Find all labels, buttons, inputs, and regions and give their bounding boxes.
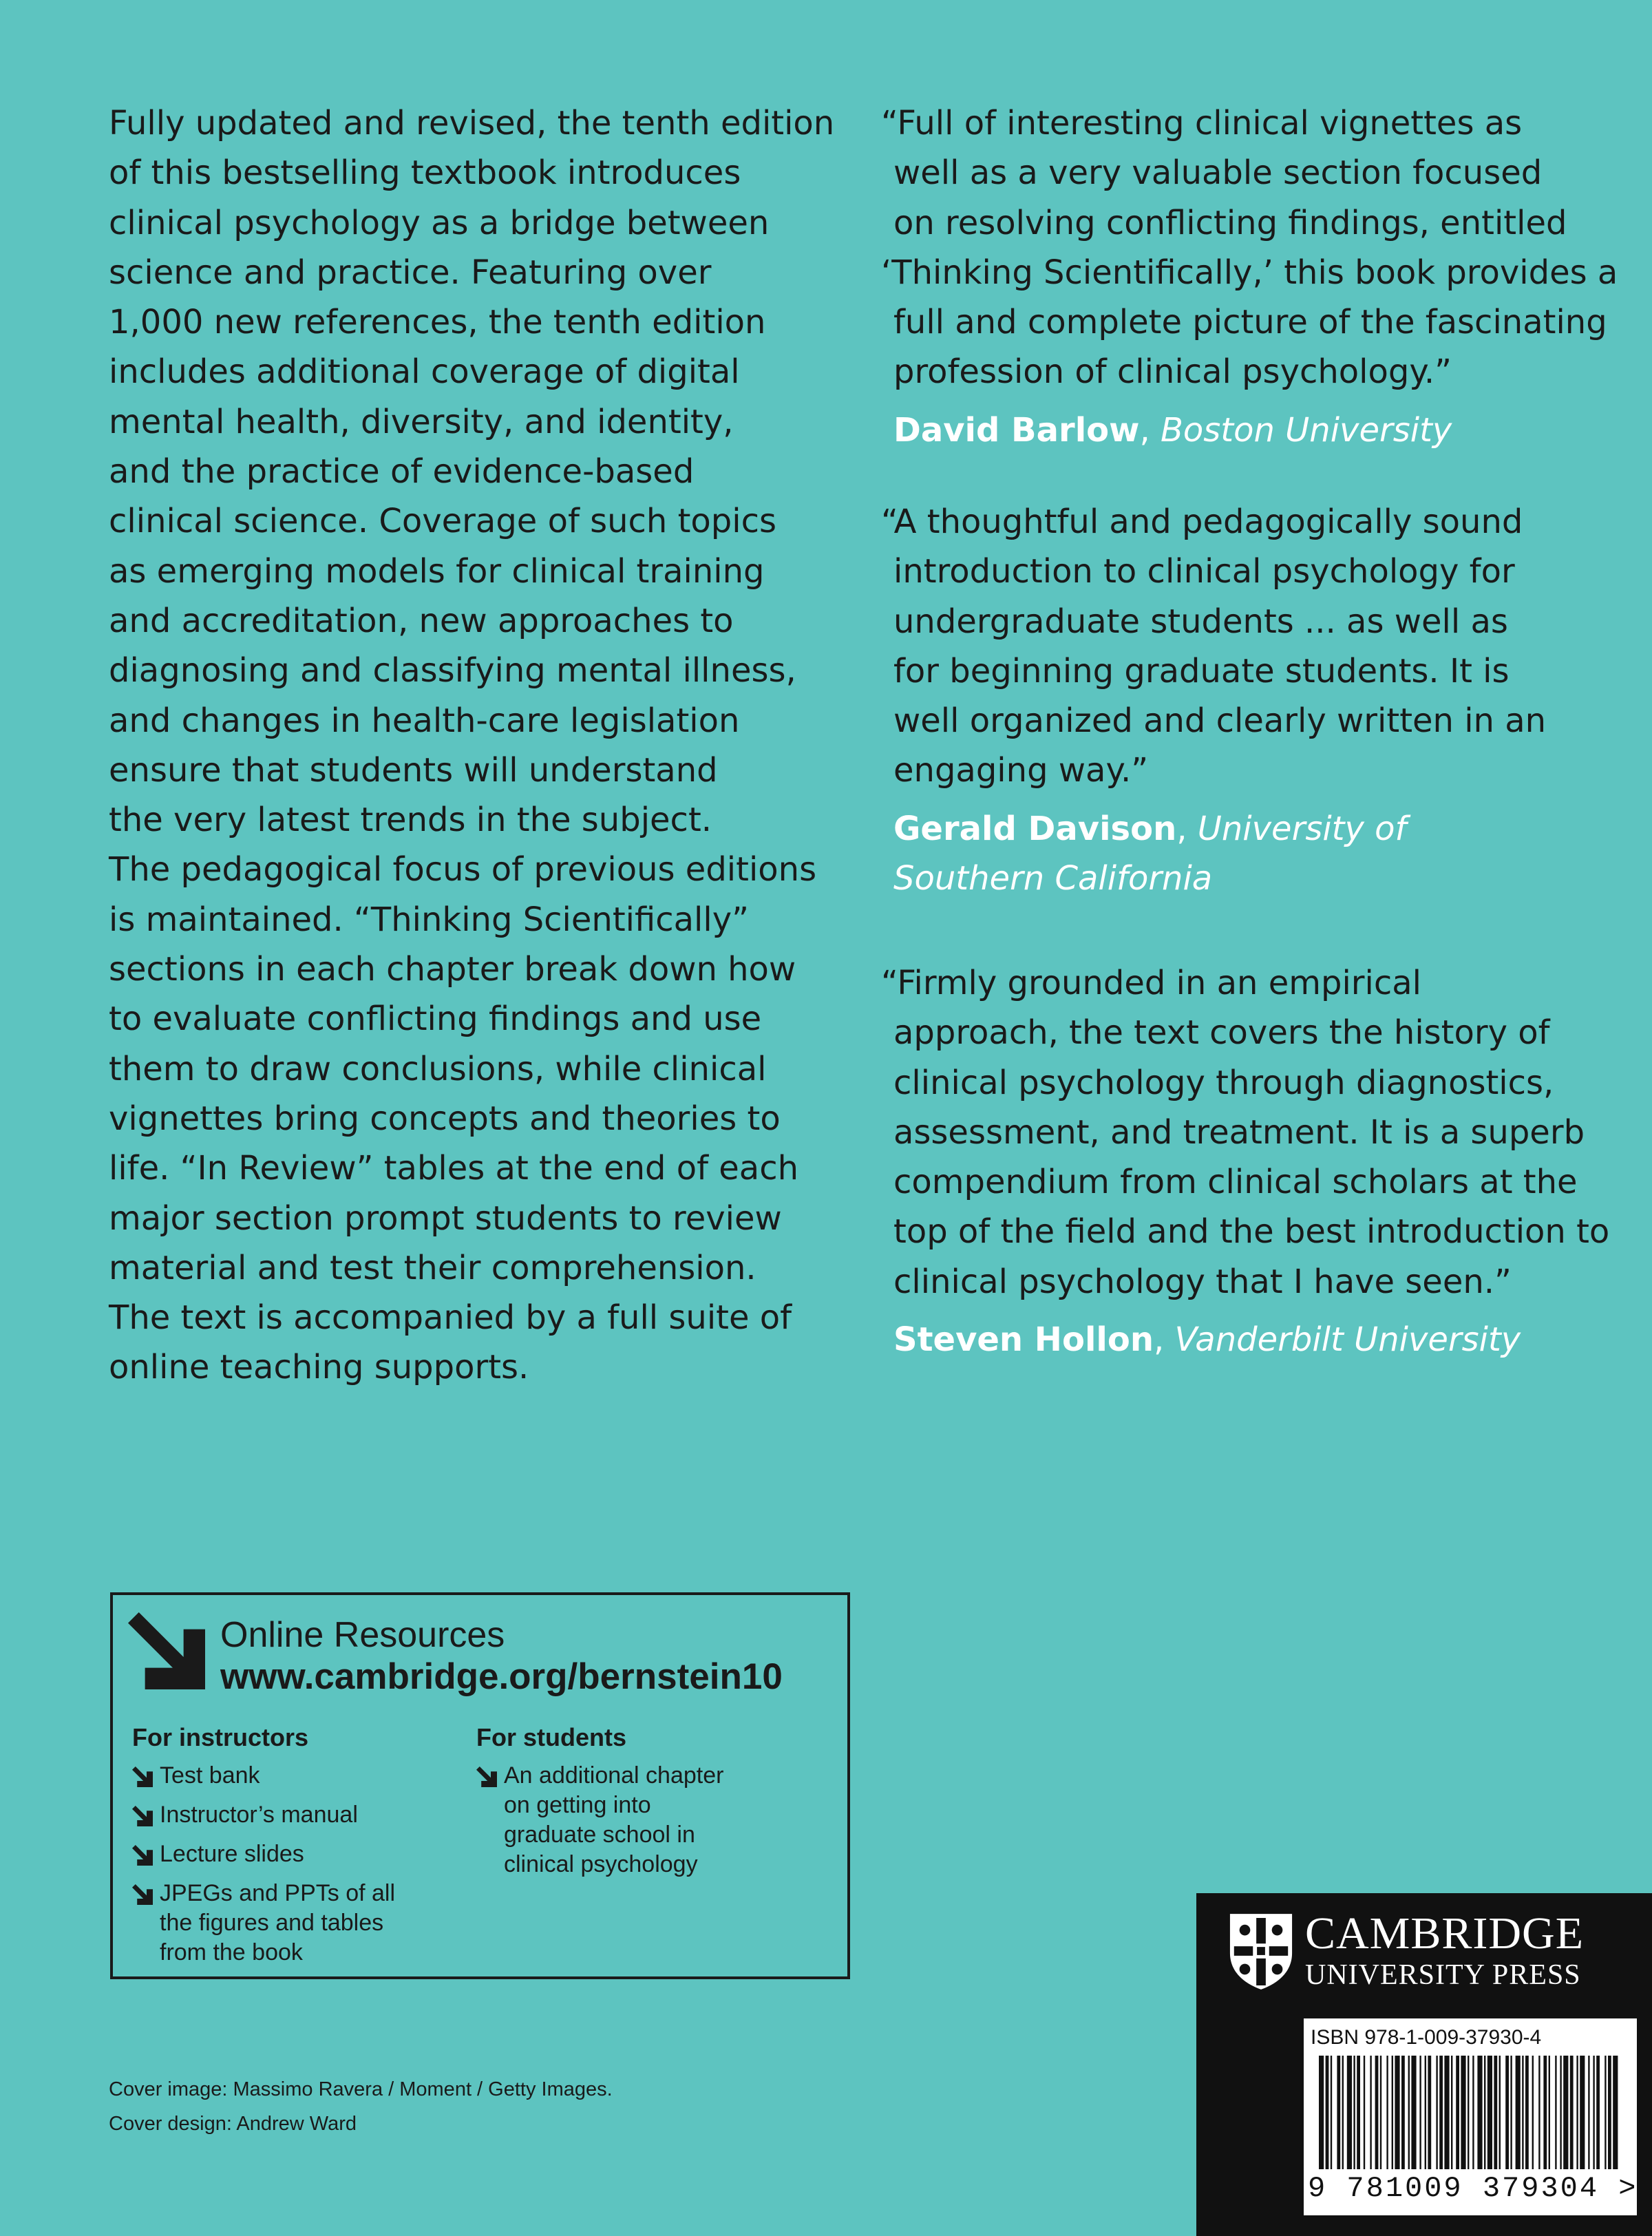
barcode-bar	[1576, 2056, 1578, 2169]
blurb-line: to evaluate conflicting findings and use	[109, 1000, 762, 1039]
barcode-bar	[1468, 2056, 1469, 2169]
quote-line: well as a very valuable section focused	[893, 154, 1543, 193]
quote-line: ‘Thinking Scientifically,’ this book provides a	[881, 253, 1618, 292]
barcode-bar	[1532, 2056, 1534, 2169]
resources-title: Online Resources	[220, 1615, 505, 1655]
barcode-bar	[1395, 2056, 1399, 2169]
quote-line: “Full of interesting clinical vignettes as	[881, 104, 1523, 143]
barcode-bar	[1516, 2056, 1521, 2169]
barcode-bar	[1408, 2056, 1410, 2169]
barcode-bar	[1419, 2056, 1421, 2169]
barcode-bar	[1472, 2056, 1474, 2169]
arrow-down-right-icon	[132, 1806, 153, 1826]
endorser-name: Steven Hollon	[893, 1320, 1154, 1360]
quote-line: on resolving conflicting findings, entitled	[893, 203, 1567, 242]
quote-line: clinical psychology through diagnostics,	[893, 1063, 1554, 1102]
quote-line: clinical psychology that I have seen.”	[893, 1262, 1512, 1301]
list-item: Lecture slides	[132, 1839, 456, 1869]
barcode-bar	[1484, 2056, 1485, 2169]
quote-line: approach, the text covers the history of	[893, 1013, 1550, 1053]
list-item: JPEGs and PPTs of all the figures and tables from the book	[132, 1879, 456, 1968]
quote-attribution: David Barlow, Boston University	[893, 410, 1452, 450]
quote-line: profession of clinical psychology.”	[893, 352, 1452, 392]
endorser-affiliation: Southern California	[893, 859, 1213, 898]
barcode-bar	[1353, 2056, 1355, 2169]
cover-design-credit: Cover design: Andrew Ward	[109, 2113, 357, 2135]
barcode-bar	[1380, 2056, 1381, 2169]
blurb-line: material and test their comprehension.	[109, 1248, 756, 1287]
barcode-bar	[1499, 2056, 1501, 2169]
barcode-bar	[1613, 2056, 1618, 2169]
blurb-line: major section prompt students to review	[109, 1199, 782, 1238]
barcode-bar	[1543, 2056, 1547, 2169]
arrow-down-right-icon	[132, 1766, 153, 1787]
barcode-bar	[1425, 2056, 1426, 2169]
barcode-bar	[1522, 2056, 1523, 2169]
barcode-bar	[1570, 2056, 1574, 2169]
arrow-down-right-icon	[128, 1612, 205, 1689]
blurb-line: and changes in health-care legislation	[109, 701, 740, 740]
barcode-bar	[1364, 2056, 1365, 2169]
barcode-bar	[1461, 2056, 1465, 2169]
barcode-bar	[1357, 2056, 1360, 2169]
blurb-line: sections in each chapter break down how	[109, 950, 796, 989]
quote-attribution: Steven Hollon, Vanderbilt University	[893, 1320, 1521, 1360]
isbn-number: ISBN 978-1-009-37930-4	[1311, 2026, 1542, 2049]
quote-line: for beginning graduate students. It is	[893, 651, 1510, 690]
barcode-bar	[1510, 2056, 1512, 2169]
barcode-bar	[1563, 2056, 1568, 2169]
quote-line: “A thoughtful and pedagogically sound	[881, 503, 1523, 541]
cover-credits	[109, 2072, 613, 2141]
barcode-bar	[1525, 2056, 1529, 2169]
barcode-bar	[1560, 2056, 1561, 2169]
instructors-column	[132, 1721, 456, 1977]
barcode-bar	[1456, 2056, 1459, 2169]
instructors-heading: For instructors	[132, 1723, 309, 1751]
barcode-bar	[1439, 2056, 1443, 2169]
blurb-line: them to draw conclusions, while clinical	[109, 1049, 767, 1088]
barcode-bar	[1411, 2056, 1416, 2169]
blurb-line: science and practice. Featuring over	[109, 253, 712, 292]
endorsement-quote	[881, 497, 1546, 903]
barcode-bar	[1555, 2056, 1556, 2169]
barcode-bar	[1342, 2056, 1344, 2169]
arrow-down-right-icon	[132, 1884, 153, 1905]
barcode-bar	[1451, 2056, 1452, 2169]
isbn-barcode-box	[1304, 2018, 1637, 2215]
barcode-bar	[1605, 2056, 1606, 2169]
blurb-line: online teaching supports.	[109, 1348, 529, 1387]
blurb-line: is maintained. “Thinking Scientifically”	[109, 900, 749, 939]
blurb-line: clinical science. Coverage of such topics	[109, 502, 776, 541]
endorser-affiliation: University of	[1197, 809, 1407, 848]
publisher-panel	[1196, 1893, 1652, 2236]
barcode-bar	[1392, 2056, 1393, 2169]
quote-line: engaging way.”	[893, 751, 1149, 790]
list-item: Instructor’s manual	[132, 1800, 456, 1830]
blurb-line: The text is accompanied by a full suite of	[109, 1298, 792, 1338]
list-item: Test bank	[132, 1761, 456, 1791]
quote-line: full and complete picture of the fascinating	[893, 303, 1607, 342]
barcode-bar	[1477, 2056, 1482, 2169]
barcode-bar	[1370, 2056, 1371, 2169]
quote-line: well organized and clearly written in an	[893, 702, 1547, 741]
barcode-bar	[1588, 2056, 1589, 2169]
blurb-line: diagnosing and classifying mental illness,	[109, 651, 796, 690]
endorsement-quote	[881, 98, 1618, 455]
endorser-affiliation: Vanderbilt University	[1174, 1320, 1521, 1360]
blurb-line: Fully updated and revised, the tenth edition	[109, 104, 835, 143]
endorser-name: Gerald Davison	[893, 809, 1177, 848]
barcode-bar	[1326, 2056, 1329, 2169]
blurb-line: ensure that students will understand	[109, 750, 718, 790]
blurb-line: as emerging models for clinical training	[109, 551, 765, 591]
students-heading: For students	[476, 1723, 627, 1751]
barcode-bar	[1596, 2056, 1600, 2169]
barcode-bar	[1319, 2056, 1324, 2169]
barcode-bar	[1337, 2056, 1340, 2169]
barcode-bar	[1505, 2056, 1509, 2169]
blurb-line: 1,000 new references, the tenth edition	[109, 303, 766, 342]
publisher-name: CAMBRIDGE	[1305, 1908, 1585, 1959]
quote-line: top of the field and the best introduction to	[893, 1212, 1610, 1252]
quote-line: assessment, and treatment. It is a superb	[893, 1112, 1585, 1152]
endorser-name: David Barlow	[893, 410, 1140, 450]
barcode-bar	[1593, 2056, 1594, 2169]
quote-line: undergraduate students ... as well as	[893, 602, 1508, 641]
publisher-subtitle: UNIVERSITY PRESS	[1305, 1959, 1581, 1991]
blurb-line: clinical psychology as a bridge between	[109, 203, 770, 242]
students-column	[476, 1721, 834, 1889]
quote-line: “Firmly grounded in an empirical	[881, 964, 1421, 1002]
arrow-down-right-icon	[476, 1766, 497, 1787]
list-item: An additional chapter on getting into graduate school in clinical psychology	[476, 1761, 834, 1879]
quote-attribution: Gerald Davison, University of Southern California	[881, 804, 1546, 904]
endorser-affiliation: Boston University	[1160, 410, 1452, 450]
quote-line: compendium from clinical scholars at the	[893, 1163, 1578, 1202]
barcode	[1316, 2056, 1619, 2169]
barcode-bar	[1494, 2056, 1497, 2169]
barcode-bar	[1538, 2056, 1540, 2169]
blurb-line: life. “In Review” tables at the end of each	[109, 1149, 799, 1188]
quote-line: introduction to clinical psychology for	[893, 552, 1515, 591]
barcode-bar	[1487, 2056, 1492, 2169]
blurb-line: the very latest trends in the subject.	[109, 801, 712, 840]
blurb-line: and accreditation, new approaches to	[109, 601, 734, 640]
blurb-line: mental health, diversity, and identity,	[109, 402, 734, 441]
barcode-bar	[1444, 2056, 1449, 2169]
arrow-down-right-icon	[132, 1845, 153, 1866]
cambridge-shield-logo	[1227, 1911, 1295, 1992]
barcode-bar	[1401, 2056, 1405, 2169]
barcode-bar	[1375, 2056, 1379, 2169]
barcode-bar	[1580, 2056, 1585, 2169]
barcode-bar	[1331, 2056, 1332, 2169]
book-blurb	[109, 98, 835, 1393]
barcode-bar	[1436, 2056, 1437, 2169]
endorsement-quote	[881, 958, 1609, 1364]
barcode-bar	[1347, 2056, 1352, 2169]
blurb-line: and the practice of evidence-based	[109, 452, 695, 492]
online-resources-box	[110, 1592, 850, 1979]
barcode-bar	[1386, 2056, 1388, 2169]
resources-url-link[interactable]: www.cambridge.org/bernstein10	[220, 1656, 783, 1697]
blurb-line: The pedagogical focus of previous editions	[109, 850, 817, 889]
blurb-line: vignettes bring concepts and theories to	[109, 1099, 781, 1138]
barcode-bar	[1608, 2056, 1611, 2169]
barcode-digits: 9 781009 379304 >	[1308, 2172, 1638, 2205]
blurb-line: includes additional coverage of digital	[109, 352, 740, 392]
cover-image-credit: Cover image: Massimo Ravera / Moment / Getty Images.	[109, 2078, 613, 2100]
blurb-line: of this bestselling textbook introduces	[109, 154, 741, 193]
barcode-bar	[1549, 2056, 1550, 2169]
barcode-bar	[1428, 2056, 1431, 2169]
